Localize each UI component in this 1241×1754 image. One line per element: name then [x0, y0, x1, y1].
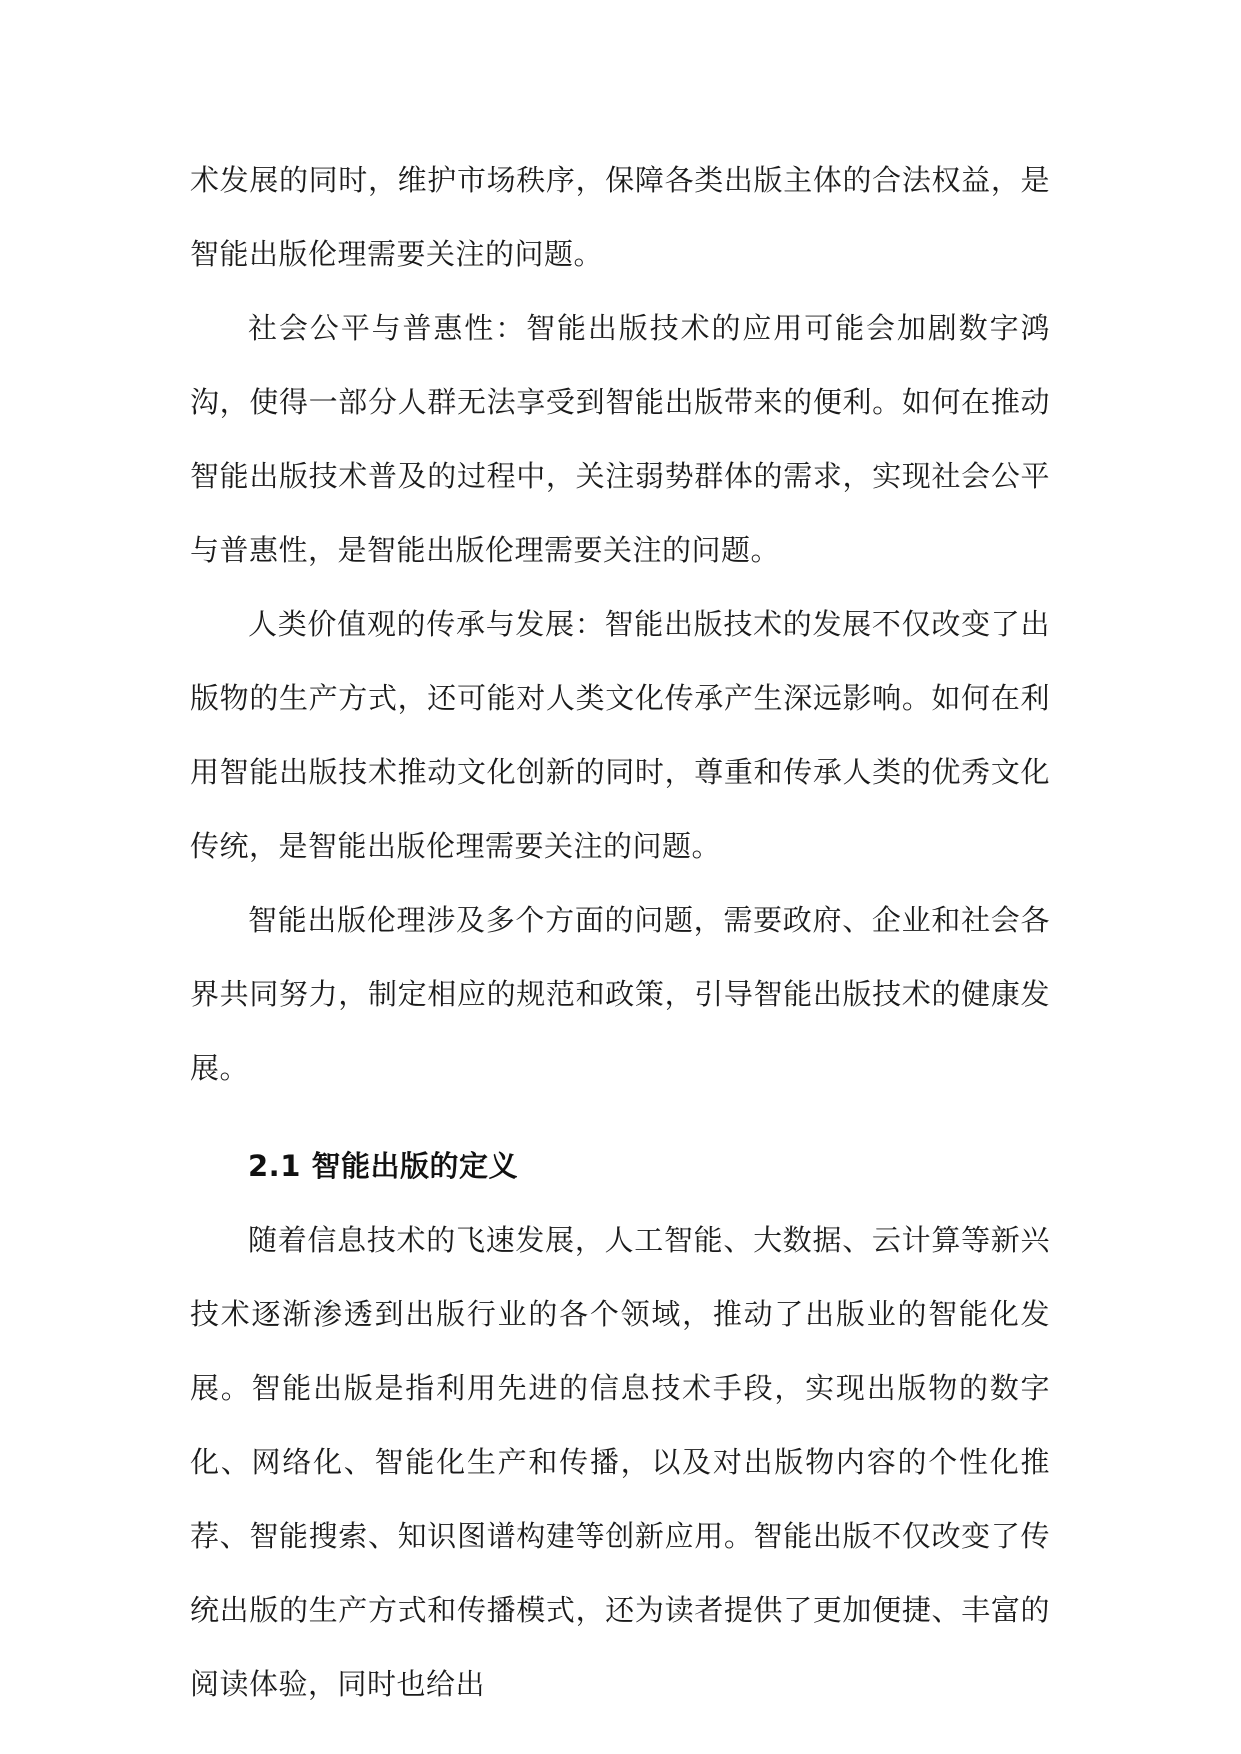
paragraph-human-values: 人类价值观的传承与发展：智能出版技术的发展不仅改变了出版物的生产方式，还可能对人类文化传承产生深远影响。如何在利用智能出版技术推动文化创新的同时，尊重和传承人类的优秀文化传统，是智能出版伦理需要关注的问题。 [190, 607, 1050, 863]
page-body [190, 143, 1050, 1721]
paragraph-summary: 智能出版伦理涉及多个方面的问题，需要政府、企业和社会各界共同努力，制定相应的规范和政策，引导智能出版技术的健康发展。 [190, 903, 1050, 1085]
paragraph-definition: 随着信息技术的飞速发展，人工智能、大数据、云计算等新兴技术逐渐渗透到出版行业的各个领域，推动了出版业的智能化发展。智能出版是指利用先进的信息技术手段，实现出版物的数字化、网络化、智能化生产和传播，以及对出版物内容的个性化推荐、智能搜索、知识图谱构建等创新应用。智能出版不仅改变了传统出版的生产方式和传播模式，还为读者提供了更加便捷、丰富的阅读体验，同时也给出 [190, 1223, 1050, 1701]
paragraph-continuation: 术发展的同时，维护市场秩序，保障各类出版主体的合法权益，是智能出版伦理需要关注的问题。 [190, 163, 1050, 271]
paragraph-social-fairness: 社会公平与普惠性：智能出版技术的应用可能会加剧数字鸿沟，使得一部分人群无法享受到智能出版带来的便利。如何在推动智能出版技术普及的过程中，关注弱势群体的需求，实现社会公平与普惠性，是智能出版伦理需要关注的问题。 [190, 311, 1050, 567]
section-heading: 2.1 智能出版的定义 [248, 1149, 518, 1183]
